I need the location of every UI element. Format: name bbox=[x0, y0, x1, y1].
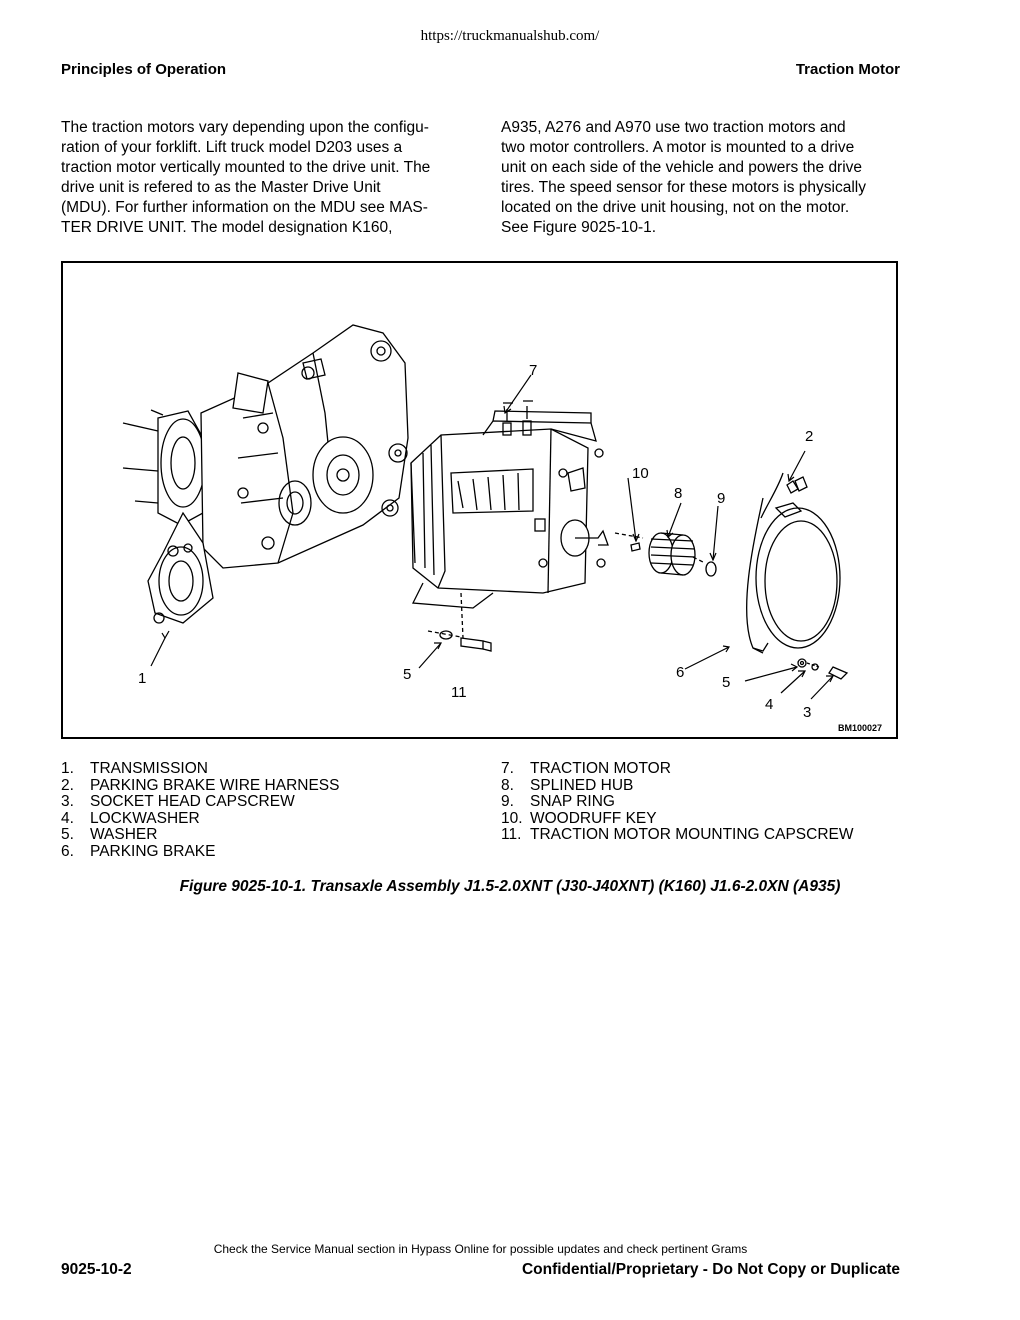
parking-brake-drawing bbox=[747, 473, 847, 679]
legend-item: 1. TRANSMISSION bbox=[61, 760, 208, 777]
callout-9: 9 bbox=[717, 490, 726, 507]
source-url[interactable]: https://truckmanualshub.com/ bbox=[420, 28, 600, 44]
transmission-drawing bbox=[123, 325, 408, 623]
section-header: Principles of Operation bbox=[61, 61, 227, 78]
figure-caption: Figure 9025-10-1. Transaxle Assembly J1.5-2.0XNT (J30-J40XNT) (K160) J1.6-2.0XN (A935) bbox=[179, 878, 841, 895]
legend-item: 11. TRACTION MOTOR MOUNTING CAPSCREW bbox=[501, 826, 854, 844]
hub-parts-drawing bbox=[615, 533, 716, 576]
legend-item: 5. WASHER bbox=[61, 826, 158, 844]
body-column-left bbox=[61, 118, 461, 238]
traction-motor-drawing bbox=[411, 401, 608, 608]
callout-4: 4 bbox=[765, 696, 774, 713]
transaxle-illustration bbox=[63, 263, 900, 741]
callout-6: 6 bbox=[676, 664, 685, 681]
body-line: unit on each side of the vehicle and powers the drive bbox=[501, 159, 863, 176]
legend-left bbox=[61, 761, 339, 861]
page-number: 9025-10-2 bbox=[61, 1261, 132, 1278]
body-line: located on the drive unit housing, not on the motor. bbox=[501, 199, 850, 216]
legend-right bbox=[501, 761, 854, 844]
body-line: See Figure 9025-10-1. bbox=[501, 219, 657, 236]
callout-1: 1 bbox=[138, 670, 147, 687]
legend-item: 8. SPLINED HUB bbox=[501, 776, 634, 794]
body-line: traction motor vertically mounted to the drive unit. The bbox=[61, 159, 431, 176]
callout-7: 7 bbox=[529, 362, 538, 379]
body-line: drive unit is refered to as the Master Drive Unit bbox=[61, 179, 381, 196]
body-line: (MDU). For further information on the MDU see MAS- bbox=[61, 199, 428, 216]
callout-5-washer-brake: 5 bbox=[722, 674, 731, 691]
confidentiality-notice: Confidential/Proprietary - Do Not Copy or Duplicate bbox=[521, 1261, 900, 1278]
figure-code: BM100027 bbox=[838, 723, 883, 733]
body-line: ration of your forklift. Lift truck model D203 uses a bbox=[61, 139, 403, 156]
callout-3: 3 bbox=[803, 704, 812, 721]
callout-11: 11 bbox=[451, 684, 467, 701]
legend-item: 7. TRACTION MOTOR bbox=[501, 760, 671, 777]
body-line: A935, A276 and A970 use two traction motors and bbox=[501, 119, 846, 136]
callout-10: 10 bbox=[632, 465, 649, 482]
legend-item: 3. SOCKET HEAD CAPSCREW bbox=[61, 793, 295, 811]
body-column-right bbox=[501, 118, 901, 238]
legend-item: 10. WOODRUFF KEY bbox=[501, 809, 657, 827]
callout-2: 2 bbox=[805, 428, 814, 445]
callout-5-washer-motor: 5 bbox=[403, 666, 412, 683]
legend-item: 2. PARKING BRAKE WIRE HARNESS bbox=[61, 776, 340, 794]
legend-item: 9. SNAP RING bbox=[501, 793, 615, 811]
legend-item: 4. LOCKWASHER bbox=[61, 809, 200, 827]
body-line: tires. The speed sensor for these motors is physically bbox=[501, 179, 866, 196]
transaxle-figure bbox=[61, 261, 898, 739]
callout-8: 8 bbox=[674, 485, 683, 502]
body-line: two motor controllers. A motor is mounted to a drive bbox=[501, 139, 855, 156]
footnote: Check the Service Manual section in Hypass Online for possible updates and check pertinent Grams bbox=[213, 1242, 748, 1256]
body-line: The traction motors vary depending upon the configu- bbox=[61, 119, 429, 136]
body-line: TER DRIVE UNIT. The model designation K160, bbox=[61, 219, 393, 236]
legend-item: 6. PARKING BRAKE bbox=[61, 842, 216, 860]
topic-header: Traction Motor bbox=[795, 61, 900, 78]
